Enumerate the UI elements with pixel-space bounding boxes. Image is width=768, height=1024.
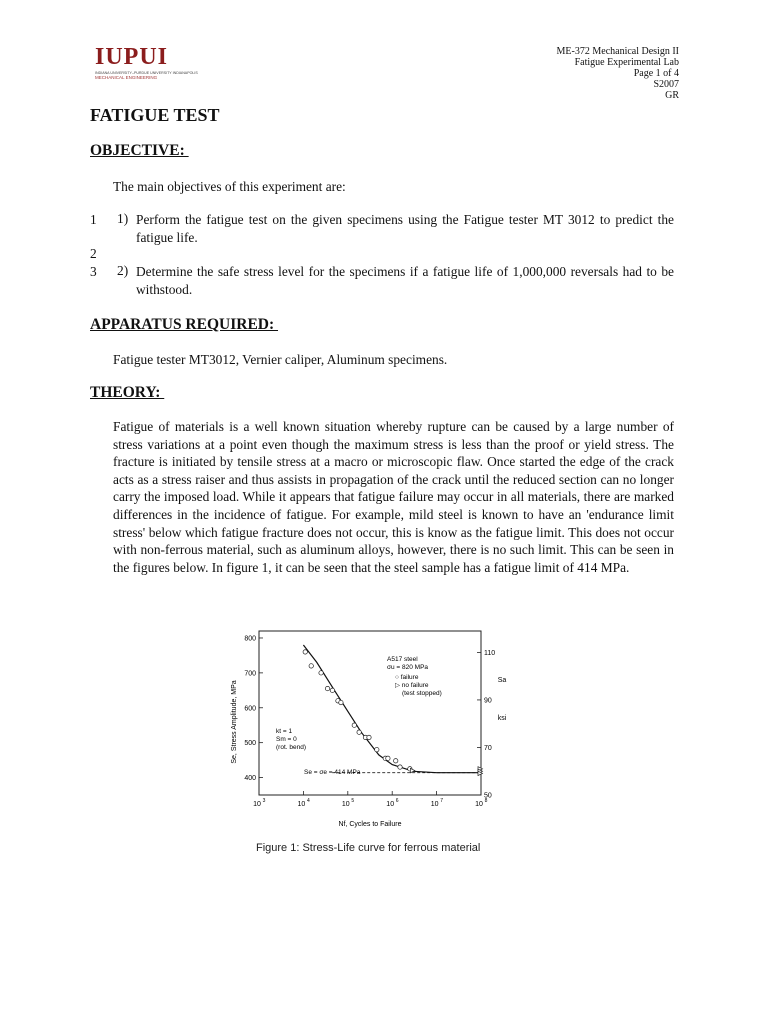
x-tick-label: 10 — [386, 801, 395, 808]
failure-point — [398, 765, 402, 769]
line-number-3: 3 — [90, 264, 97, 279]
objective-intro: The main objectives of this experiment are: — [113, 179, 346, 194]
y2-tick-label: 110 — [484, 649, 496, 657]
condition-kt: kt = 1 — [276, 728, 293, 735]
header-lab: Fatigue Experimental Lab — [574, 57, 679, 68]
x-tick-exponent: 5 — [351, 798, 355, 804]
failure-point — [339, 700, 343, 704]
logo-department: MECHANICAL ENGINEERING — [95, 75, 158, 80]
header-term: S2007 — [653, 79, 679, 90]
failure-point — [367, 735, 371, 739]
figure-caption: Figure 1: Stress-Life curve for ferrous material — [256, 842, 481, 854]
line-number-1: 1 — [90, 212, 97, 227]
document-header — [557, 46, 679, 101]
line-number-2: 2 — [90, 246, 97, 261]
legend-no-failure: ▷ no failure — [395, 682, 429, 689]
y-tick-label: 600 — [244, 705, 256, 713]
x-tick-exponent: 7 — [440, 798, 443, 804]
failure-point — [386, 756, 390, 760]
objective-item-number: 2) — [117, 263, 129, 278]
failure-point — [303, 650, 307, 654]
condition-sm: Sm = 0 — [276, 736, 297, 743]
iupui-logo — [95, 44, 198, 80]
x-tick-exponent: 3 — [262, 798, 266, 804]
logo-university-name: INDIANA UNIVERSITY–PURDUE UNIVERSITY INDIANAPOLIS — [95, 71, 198, 75]
legend-ultimate-strength: σu = 820 MPa — [387, 664, 429, 671]
no-failure-point — [410, 768, 415, 772]
x-tick-exponent: 4 — [307, 798, 310, 804]
fatigue-limit-label: Se = σe = 414 MPa — [304, 769, 361, 776]
logo-wordmark: IUPUI — [95, 44, 169, 70]
failure-point — [375, 747, 379, 751]
objective-item-number: 1) — [117, 211, 129, 226]
header-page: Page 1 of 4 — [633, 68, 679, 79]
legend-failure: ○ failure — [395, 674, 419, 681]
y-tick-label: 500 — [244, 740, 256, 748]
header-course: ME-372 Mechanical Design II — [556, 46, 679, 57]
apparatus-text: Fatigue tester MT3012, Vernier caliper, Aluminum specimens. — [113, 352, 448, 367]
failure-point — [357, 730, 361, 734]
failure-point — [330, 688, 334, 692]
y-axis-label: Se, Stress Amplitude, MPa — [231, 680, 238, 764]
legend-material: A517 steel — [387, 656, 418, 663]
x-tick-label: 10 — [430, 801, 439, 808]
plot-frame — [259, 631, 481, 795]
x-axis-label: Nf, Cycles to Failure — [338, 821, 402, 828]
failure-point — [394, 759, 398, 763]
y2-tick-label: 70 — [484, 744, 492, 752]
objective-item-text: Determine the safe stress level for the specimens if a fatigue life of 1,000,000 reversals had to be withstood. — [136, 264, 674, 297]
y-tick-label: 700 — [244, 670, 256, 678]
failure-point — [352, 723, 356, 727]
y-tick-label: 800 — [244, 635, 256, 643]
objective-item-text: Perform the fatigue test on the given specimens using the Fatigue tester MT 3012 to predict the fatigue life. — [136, 212, 674, 245]
header-initials: GR — [665, 90, 679, 101]
x-tick-label: 10 — [297, 801, 306, 808]
y-tick-label: 400 — [244, 775, 256, 783]
stress-life-figure — [232, 626, 512, 830]
failure-point — [309, 664, 313, 668]
objective-heading: OBJECTIVE: — [90, 142, 189, 159]
apparatus-heading: APPARATUS REQUIRED: — [90, 316, 279, 333]
theory-paragraph: Fatigue of materials is a well known situation whereby rupture can be caused by a large number of stress variations at a point even though the maximum stress is less than the proof or yield stress. The fracture is initiated by tensile stress at a macro or microscopic flaw. Once started the edge of the crack acts as a stress raiser and thus assists in propagation of the crack until the reduced section can no longer carry the imposed load. While it appears that fatigue failure may occur in all materials, there are marked differences in the incidence of fatigue. For example, mild steel is known to have an 'endurance limit stress' below which fatigue fracture does not occur, this is know as the fatigue limit. This does not occur with non-ferrous material, such as aluminum alloys, however, there is no such limit. This can be seen in the figures below. In figure 1, it can be seen that the steel sample has a fatigue limit of 414 MPa. — [113, 419, 674, 575]
x-tick-label: 10 — [475, 801, 483, 808]
y2-tick-label: 90 — [484, 697, 492, 705]
y2-tick-label: 50 — [484, 792, 492, 800]
failure-point — [325, 686, 329, 690]
stress-life-chart — [232, 626, 512, 830]
legend-test-stopped: (test stopped) — [402, 690, 442, 697]
theory-heading: THEORY: — [90, 384, 165, 401]
x-tick-exponent: 6 — [395, 798, 399, 804]
right-axis-unit: ksi — [497, 715, 507, 722]
x-tick-label: 10 — [341, 801, 350, 808]
x-tick-exponent: 8 — [484, 798, 488, 804]
page-title: FATIGUE TEST — [90, 105, 220, 125]
x-tick-label: 10 — [253, 801, 261, 808]
condition-bending: (rot. bend) — [276, 744, 306, 751]
failure-point — [319, 671, 323, 675]
right-axis-symbol: Sa — [497, 677, 507, 684]
